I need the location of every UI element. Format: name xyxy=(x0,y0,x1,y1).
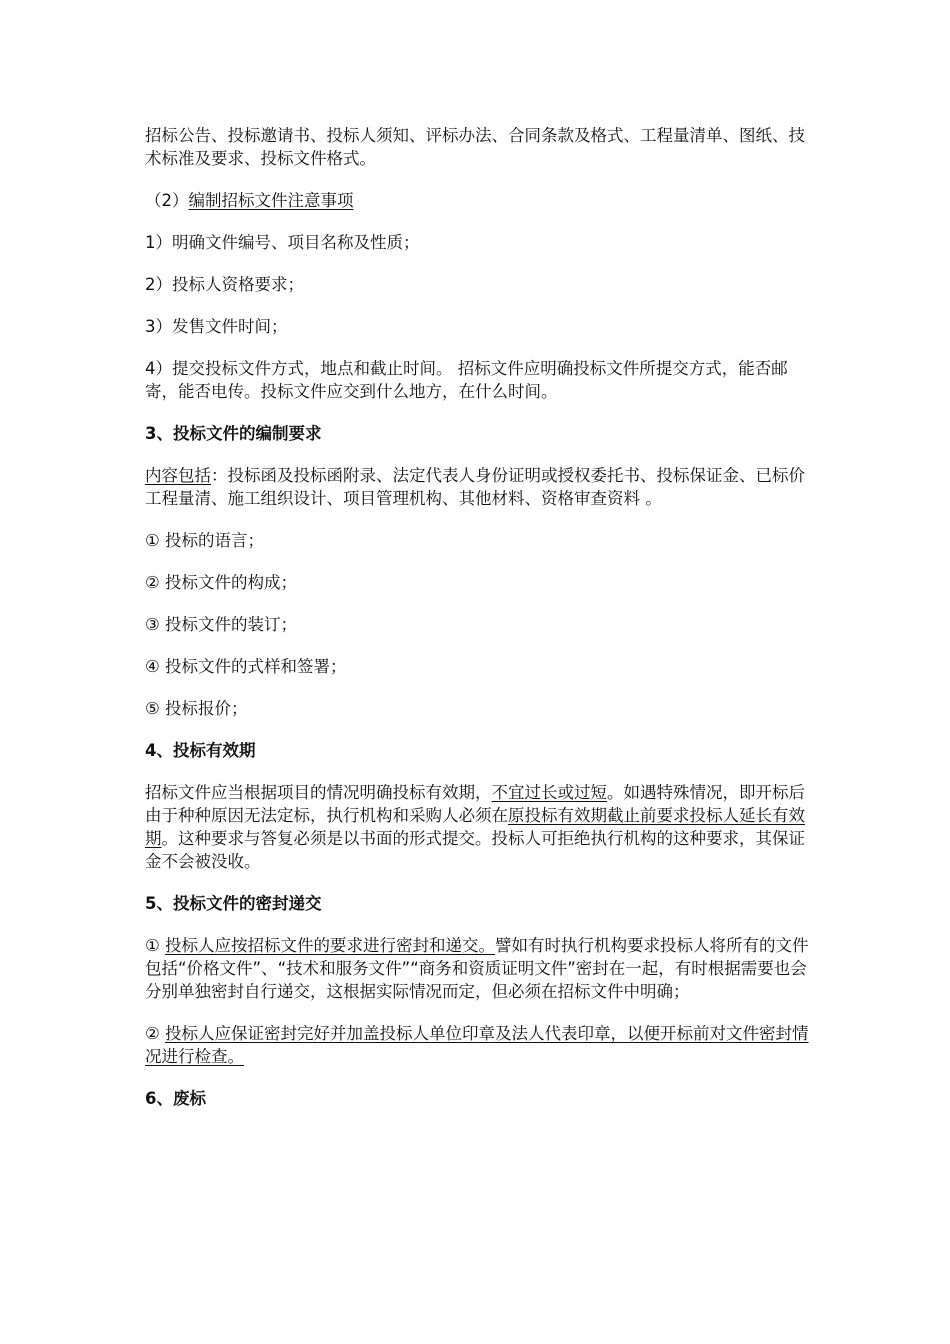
underlined-text: 内容包括 xyxy=(145,466,211,485)
paragraph-text: 招标公告、投标邀请书、投标人须知、评标办法、合同条款及格式、工程量清单、图纸、技术标准及要求、投标文件格式。 xyxy=(145,126,805,168)
underlined-text: 原投标有效期截止前要求投标人延长有效期 xyxy=(145,806,805,848)
section-heading-4 xyxy=(145,739,810,762)
section-heading-text: 6、废标 xyxy=(145,1089,206,1108)
list-item xyxy=(145,697,810,720)
paragraph-validity xyxy=(145,781,810,873)
paragraph-text: 招标文件应当根据项目的情况明确投标有效期， xyxy=(145,783,492,802)
paragraph-sealing-1 xyxy=(145,934,810,1003)
paragraph-text: 譬如有时执行机构要求投标人将所有的文件包括“价格文件”、“技术和服务文件”“商务和资质证明文件”密封在一起，有时根据需要也会分别单独密封自行递交，这根据实际情况而定，但必须在招标文件中明确； xyxy=(145,936,809,1001)
paragraph-document-list xyxy=(145,124,810,170)
paragraph-contents xyxy=(145,464,810,510)
paragraph-text: 。如遇特殊情况，即开标后由于种种原因无法定标，执行机构和采购人必须在 xyxy=(145,783,805,825)
list-item xyxy=(145,273,810,296)
list-item xyxy=(145,357,810,403)
paragraph-sealing-2 xyxy=(145,1022,810,1068)
paragraph-text: 。这种要求与答复必须是以书面的形式提交。投标人可拒绝执行机构的这种要求，其保证金不会被没收。 xyxy=(145,829,805,871)
section-heading-text: 5、投标文件的密封递交 xyxy=(145,894,322,913)
list-item-text: ② 投标文件的构成； xyxy=(145,573,298,592)
section-heading-text: 4、投标有效期 xyxy=(145,741,256,760)
list-item-text: ④ 投标文件的式样和签署； xyxy=(145,657,347,676)
section-heading-5 xyxy=(145,892,810,915)
list-item xyxy=(145,613,810,636)
list-item xyxy=(145,529,810,552)
underlined-text: 不宜过长或过短 xyxy=(491,783,607,802)
list-item-text: ① 投标的语言； xyxy=(145,531,265,550)
section-heading-text: 3、投标文件的编制要求 xyxy=(145,424,322,443)
subheading-notes xyxy=(145,189,810,212)
document-page xyxy=(145,124,810,1110)
subheading-number: （2） xyxy=(145,191,189,210)
underlined-text: 投标人应按招标文件的要求进行密封和递交。 xyxy=(165,936,496,955)
list-item-text: 1）明确文件编号、项目名称及性质； xyxy=(145,233,420,252)
list-item xyxy=(145,571,810,594)
list-item xyxy=(145,231,810,254)
list-item-text: ⑤ 投标报价； xyxy=(145,699,248,718)
list-marker: ① xyxy=(145,936,166,955)
section-heading-6 xyxy=(145,1087,810,1110)
list-item-text: 3）发售文件时间； xyxy=(145,317,288,336)
section-heading-3 xyxy=(145,422,810,445)
list-item-text: ③ 投标文件的装订； xyxy=(145,615,298,634)
underlined-text: 投标人应保证密封完好并加盖投标人单位印章及法人代表印章，以便开标前对文件密封情况进行检查。 xyxy=(145,1024,809,1066)
list-item-text: 4）提交投标文件方式，地点和截止时间。 招标文件应明确投标文件所提交方式，能否邮寄，能否电传。投标文件应交到什么地方，在什么时间。 xyxy=(145,359,788,401)
list-item xyxy=(145,315,810,338)
subheading-text: 编制招标文件注意事项 xyxy=(188,191,354,210)
list-item-text: 2）投标人资格要求； xyxy=(145,275,304,294)
list-marker: ② xyxy=(145,1024,166,1043)
list-item xyxy=(145,655,810,678)
paragraph-text: ：投标函及投标函附录、法定代表人身份证明或授权委托书、投标保证金、已标价工程量清、施工组织设计、项目管理机构、其他材料、资格审查资料 。 xyxy=(145,466,805,508)
